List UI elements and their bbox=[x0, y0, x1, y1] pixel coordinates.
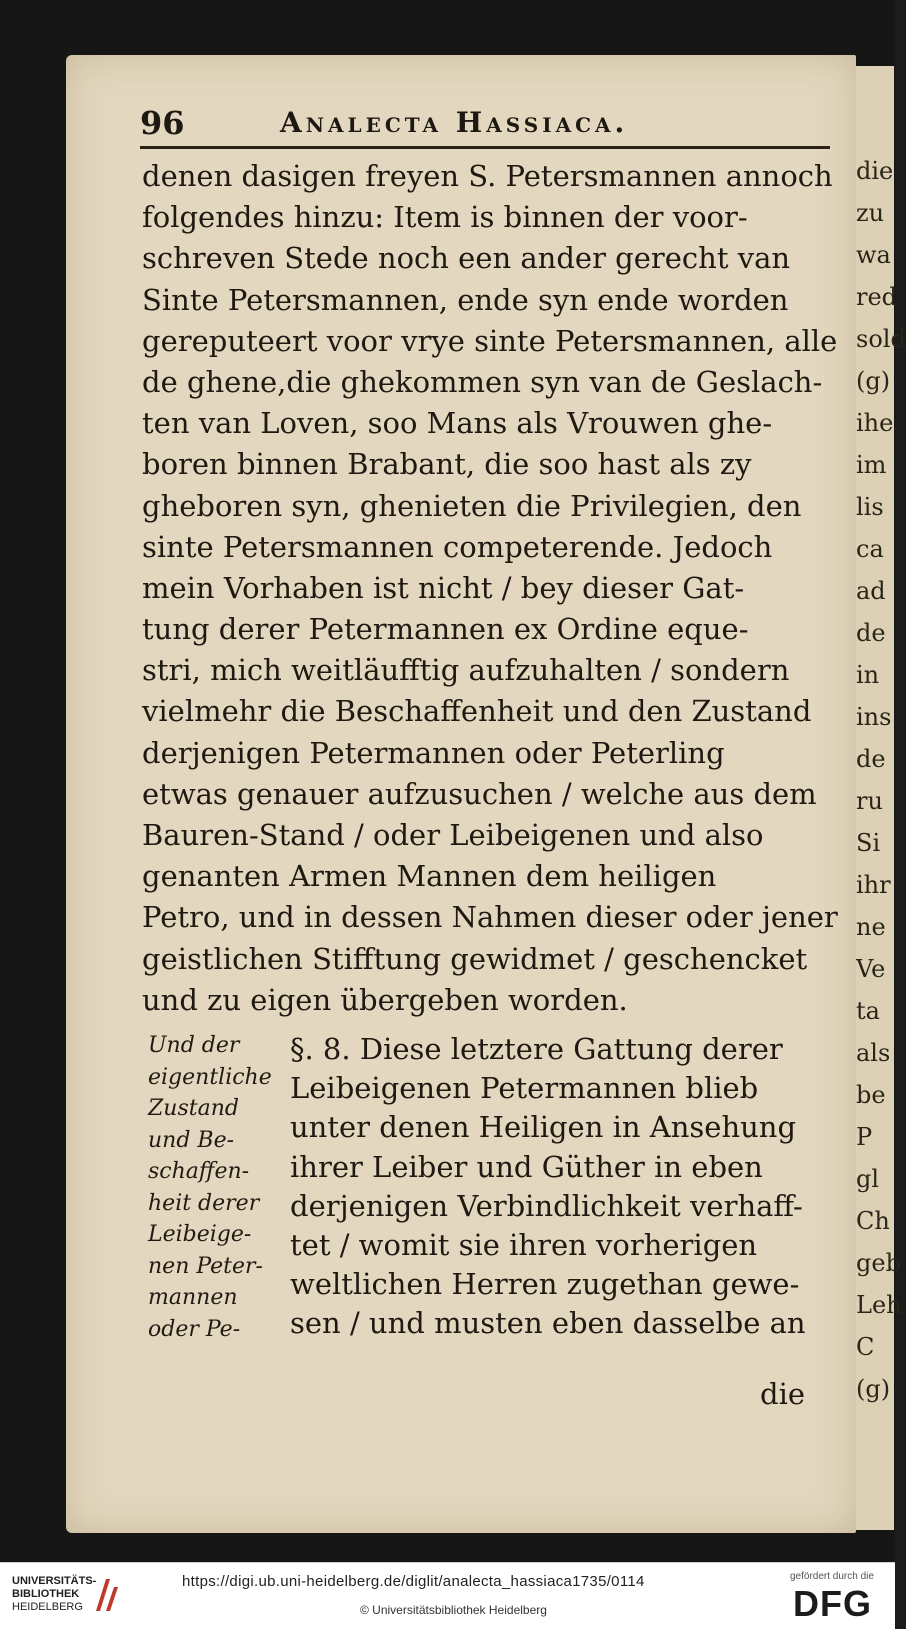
facing-edge-fragment: de bbox=[856, 619, 886, 647]
library-logo-icon bbox=[92, 1575, 122, 1615]
facing-edge-fragment: Ch bbox=[856, 1207, 890, 1235]
margin-note-line: Und der bbox=[148, 1033, 240, 1058]
facing-edge-fragment: die bbox=[856, 157, 894, 185]
permalink-url[interactable]: https://digi.ub.uni-heidelberg.de/diglit/analecta_hassiaca1735/0114 bbox=[182, 1573, 645, 1590]
facing-edge-fragment: ihr bbox=[856, 871, 891, 899]
facing-edge-fragment: geb bbox=[856, 1249, 901, 1277]
margin-note-line: schaffen- bbox=[148, 1159, 250, 1184]
facing-page-text bbox=[856, 150, 906, 1410]
margin-note-line: und Be- bbox=[148, 1127, 235, 1153]
main-text bbox=[142, 156, 838, 1021]
facing-edge-fragment: red bbox=[856, 283, 898, 311]
text-line: derjenigen Petermannen oder Peterling bbox=[142, 735, 725, 770]
text-line: stri, mich weitläufftig aufzuhalten / sondern bbox=[142, 653, 790, 688]
section-line: ihrer Leiber und Güther in eben bbox=[290, 1149, 763, 1184]
facing-edge-fragment: de bbox=[856, 745, 886, 773]
library-logo-text bbox=[12, 1575, 96, 1614]
section-8-text bbox=[290, 1030, 835, 1344]
facing-edge-fragment: (g) bbox=[856, 1375, 891, 1403]
text-line: etwas genauer aufzusuchen / welche aus dem bbox=[142, 776, 817, 811]
facing-edge-fragment: ad bbox=[856, 577, 886, 605]
margin-note-line: nen Peter- bbox=[148, 1253, 263, 1279]
text-line: vielmehr die Beschaffenheit und den Zustand bbox=[142, 694, 812, 729]
margin-note-line: oder Pe- bbox=[148, 1316, 241, 1342]
facing-edge-fragment: sold bbox=[856, 325, 906, 353]
section-line: Leibeigenen Petermannen blieb bbox=[290, 1071, 759, 1106]
page-number: 96 bbox=[140, 104, 185, 142]
facing-edge-fragment: Ve bbox=[856, 955, 886, 983]
viewer-footer bbox=[0, 1562, 895, 1629]
library-name-line3: HEIDELBERG bbox=[12, 1601, 83, 1613]
facing-edge-fragment: lis bbox=[856, 493, 884, 521]
margin-note-line: Leibeige- bbox=[148, 1222, 252, 1247]
section-line: derjenigen Verbindlichkeit verhaff- bbox=[290, 1188, 803, 1223]
text-line: tung derer Petermannen ex Ordine eque- bbox=[142, 612, 749, 647]
facing-edge-fragment: ru bbox=[856, 787, 883, 815]
text-line: mein Vorhaben ist nicht / bey dieser Gat- bbox=[142, 570, 745, 605]
text-line: Petro, und in dessen Nahmen dieser oder jener bbox=[142, 900, 838, 935]
library-name-line1: UNIVERSITÄTS- bbox=[12, 1575, 97, 1587]
margin-note-line: mannen bbox=[148, 1285, 238, 1310]
section-line: sen / und musten eben dasselbe an bbox=[290, 1306, 806, 1341]
facing-edge-fragment: ne bbox=[856, 913, 886, 941]
facing-edge-fragment: wa bbox=[856, 241, 891, 269]
text-line: und zu eigen übergeben worden. bbox=[142, 982, 628, 1017]
text-line: schreven Stede noch een ander gerecht van bbox=[142, 241, 791, 276]
text-line: boren binnen Brabant, die soo hast als zy bbox=[142, 447, 752, 482]
section-line: tet / womit sie ihren vorherigen bbox=[290, 1227, 758, 1262]
section-line: weltlichen Herren zugethan gewe- bbox=[290, 1267, 800, 1302]
dfg-logo: DFG bbox=[793, 1583, 872, 1624]
margin-note-line: Zustand bbox=[148, 1096, 239, 1121]
copyright-notice: © Universitätsbibliothek Heidelberg bbox=[360, 1603, 547, 1617]
text-line: denen dasigen freyen S. Petersmannen annoch bbox=[142, 159, 833, 193]
facing-edge-fragment: in bbox=[856, 661, 880, 689]
text-line: geistlichen Stifftung gewidmet / geschencket bbox=[142, 941, 808, 976]
margin-note-line: eigentliche bbox=[148, 1064, 272, 1090]
facing-edge-fragment: ins bbox=[856, 703, 892, 731]
facing-edge-fragment: ta bbox=[856, 997, 880, 1025]
text-line: sinte Petersmannen competerende. Jedoch bbox=[142, 529, 773, 564]
margin-note bbox=[148, 1030, 288, 1345]
facing-edge-fragment: C bbox=[856, 1333, 875, 1361]
facing-edge-fragment: (g) bbox=[856, 367, 891, 395]
text-line: Sinte Petersmannen, ende syn ende worden bbox=[142, 282, 789, 317]
text-line: Bauren-Stand / oder Leibeigenen und also bbox=[142, 818, 764, 852]
facing-edge-fragment: zu bbox=[856, 199, 885, 227]
running-title: Analecta Hassiaca. bbox=[280, 106, 629, 139]
library-name-line2: BIBLIOTHEK bbox=[12, 1588, 80, 1600]
margin-note-line: heit derer bbox=[148, 1190, 260, 1216]
funding-caption: gefördert durch die bbox=[790, 1571, 874, 1582]
text-line: gereputeert voor vrye sinte Petersmannen, alle bbox=[142, 323, 838, 358]
text-line: genanten Armen Mannen dem heiligen bbox=[142, 859, 717, 894]
text-line: gheboren syn, ghenieten die Privilegien, den bbox=[142, 488, 802, 523]
section-line: unter denen Heiligen in Ansehung bbox=[290, 1110, 797, 1145]
facing-edge-fragment: ca bbox=[856, 535, 884, 563]
facing-edge-fragment: als bbox=[856, 1039, 891, 1067]
page-header bbox=[140, 104, 830, 144]
facing-edge-fragment: ihe bbox=[856, 409, 894, 437]
text-line: ten van Loven, soo Mans als Vrouwen ghe- bbox=[142, 406, 773, 441]
facing-edge-fragment: im bbox=[856, 451, 887, 479]
facing-edge-fragment: Leh bbox=[856, 1291, 902, 1319]
text-line: de ghene,die ghekommen syn van de Geslach- bbox=[142, 364, 823, 399]
text-line: folgendes hinzu: Item is binnen der voor- bbox=[142, 200, 748, 235]
section-line: §. 8. Diese letztere Gattung derer bbox=[290, 1032, 783, 1066]
facing-edge-fragment: gl bbox=[856, 1165, 880, 1193]
header-rule bbox=[140, 146, 830, 149]
facing-edge-fragment: be bbox=[856, 1081, 886, 1109]
catchword: die bbox=[760, 1377, 806, 1411]
facing-edge-fragment: P bbox=[856, 1123, 873, 1151]
facing-edge-fragment: Si bbox=[856, 829, 881, 857]
